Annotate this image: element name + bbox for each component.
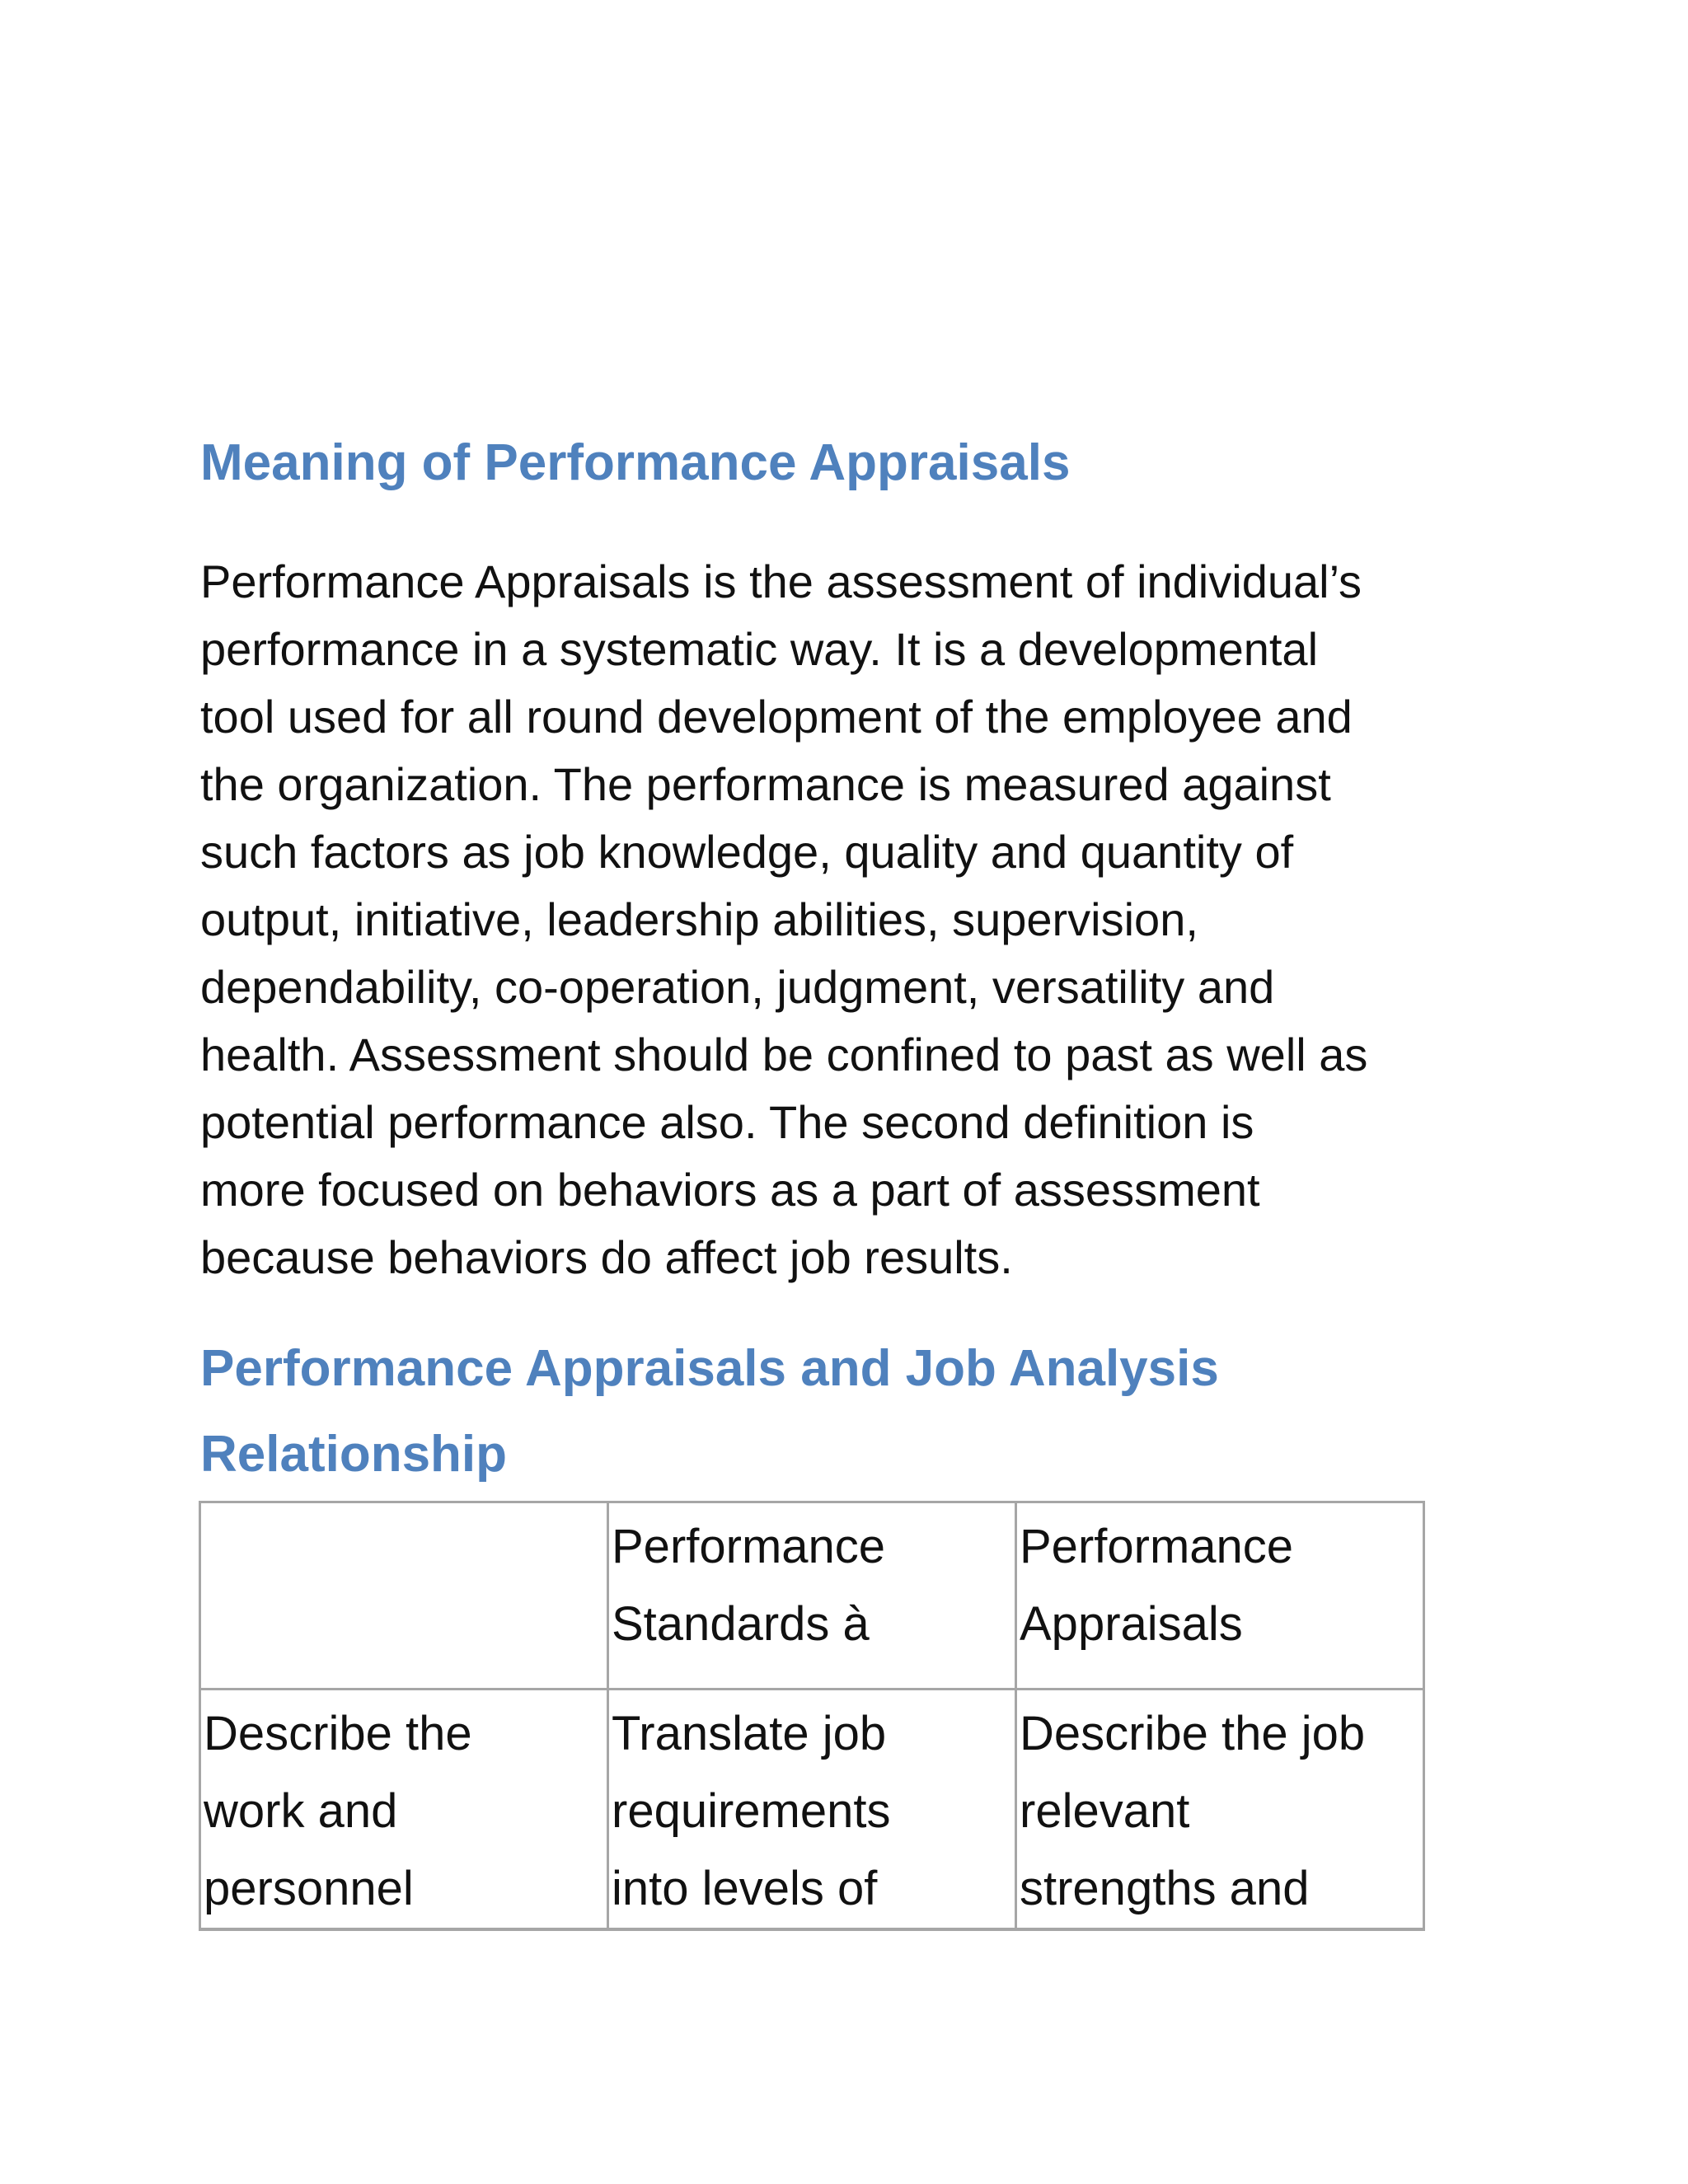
cell-line: Performance [612,1520,886,1573]
cell-line: strengths and [1020,1862,1310,1915]
paragraph-line: such factors as job knowledge, quality and quantity of [200,826,1294,878]
cell-line: relevant [1020,1784,1190,1838]
cell-line: Translate job [612,1707,887,1760]
paragraph-line: dependability, co-operation, judgment, versatility and [200,961,1275,1013]
cell-line: Appraisals [1020,1597,1243,1651]
heading-line: Relationship [200,1426,508,1483]
cell-line: Standards à [612,1597,870,1651]
paragraph-line: because behaviors do affect job results. [200,1231,1013,1283]
paragraph-line: tool used for all round development of the employee and [200,691,1353,743]
paragraph-line: the organization. The performance is measured against [200,758,1331,810]
cell-line: into levels of [612,1862,878,1915]
paragraph-line: performance in a systematic way. It is a developmental [200,623,1319,675]
table-cell-empty [200,1502,608,1690]
relationship-table [199,1501,1425,1931]
paragraph-line: health. Assessment should be confined to past as well as [200,1029,1368,1080]
table-header-performance-appraisals [1016,1502,1424,1690]
heading-line: Performance Appraisals and Job Analysis [200,1340,1219,1397]
cell-line: Describe the job [1020,1707,1366,1760]
heading-meaning-of-performance-appraisals: Meaning of Performance Appraisals [200,434,1071,491]
table-header-row [200,1502,1424,1690]
cell-line: requirements [612,1784,891,1838]
table-row [200,1690,1424,1930]
cell-line: work and [204,1784,398,1838]
cell-line: Describe the [204,1707,472,1760]
table-header-performance-standards [608,1502,1016,1690]
heading-appraisals-job-analysis-relationship [200,1326,1219,1497]
paragraph-line: more focused on behaviors as a part of assessment [200,1164,1260,1216]
cell-line: Performance [1020,1520,1294,1573]
paragraph-line: output, initiative, leadership abilities, supervision, [200,893,1198,945]
paragraph-line: potential performance also. The second definition is [200,1096,1254,1148]
table-cell-describe-work [200,1690,608,1930]
cell-line: personnel [204,1862,414,1915]
table-cell-translate-job [608,1690,1016,1930]
body-paragraph [200,548,1552,1291]
paragraph-line: Performance Appraisals is the assessment of individual’s [200,555,1362,607]
table-cell-describe-job [1016,1690,1424,1930]
